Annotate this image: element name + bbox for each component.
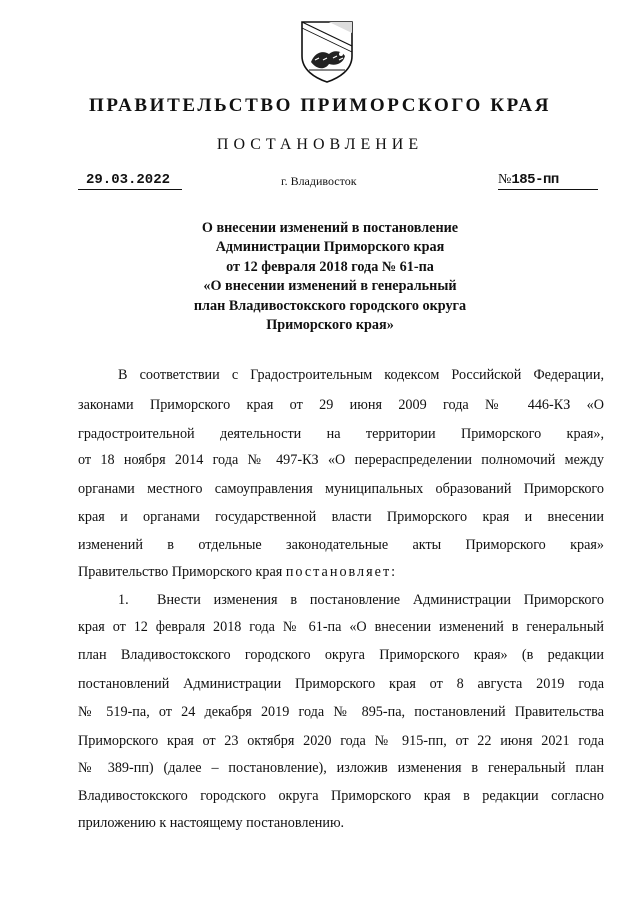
document-number — [498, 172, 598, 190]
body-line — [78, 564, 604, 581]
body-line: от 18 ноября 2014 года № 497-КЗ «О перераспределении полномочий между — [78, 452, 604, 468]
decree-keyword: постановляет: — [285, 564, 398, 580]
document-type: ПОСТАНОВЛЕНИЕ — [216, 136, 424, 153]
body-line: градостроительной деятельности на территории Приморского края», — [78, 426, 604, 442]
document-title — [150, 219, 510, 335]
body-line: № 389-пп) (далее – постановление), изложив изменения в генеральный план — [78, 760, 604, 776]
title-line: план Владивостокского городского округа — [193, 297, 467, 314]
title-line: О внесении изменений в постановление — [201, 220, 459, 236]
body-line: Внести изменения в постановление Администрации Приморского — [157, 592, 604, 608]
document-city: г. Владивосток — [281, 174, 357, 188]
item-number: 1. — [118, 592, 129, 608]
body-line: законами Приморского края от 29 июня 2009 года № 446-КЗ «О — [78, 397, 604, 413]
coat-of-arms-icon — [299, 18, 355, 84]
body-line: № 519-па, от 24 декабря 2019 года № 895-па, постановлений Правительства — [78, 704, 604, 720]
body-line: постановлений Администрации Приморского края от 8 августа 2019 года — [78, 676, 604, 692]
organization-title: ПРАВИТЕЛЬСТВО ПРИМОРСКОГО КРАЯ — [88, 95, 552, 116]
number-sign: № — [498, 172, 512, 187]
title-line: «О внесении изменений в генеральный — [203, 278, 457, 295]
document-date: 29.03.2022 — [78, 172, 182, 190]
title-line: от 12 февраля 2018 года № 61-па — [226, 258, 434, 275]
body-line: края от 12 февраля 2018 года № 61-па «О внесении изменений в генеральный — [78, 619, 604, 635]
body-line: Приморского края от 23 октября 2020 года № 915-пп, от 22 июня 2021 года — [78, 733, 604, 749]
body-line: В соответствии с Градостроительным кодексом Российской Федерации, — [118, 367, 604, 383]
decree-body-text: Правительство Приморского края — [78, 564, 286, 580]
body-line: края и органами государственной власти Приморского края и внесении — [78, 509, 604, 525]
number-value: 185-пп — [511, 172, 559, 188]
body-line: план Владивостокского городского округа Приморского края» (в редакции — [78, 647, 604, 663]
body-line: Владивостокского городского округа Приморского края в редакции согласно — [78, 788, 604, 804]
body-line: изменений в отдельные законодательные акты Приморского края» — [78, 537, 604, 553]
title-line: Администрации Приморского края — [215, 239, 445, 256]
body-line: приложению к настоящему постановлению. — [78, 815, 345, 831]
body-line: органами местного самоуправления муниципальных образований Приморского — [78, 481, 604, 497]
title-line: Приморского края» — [266, 317, 394, 334]
